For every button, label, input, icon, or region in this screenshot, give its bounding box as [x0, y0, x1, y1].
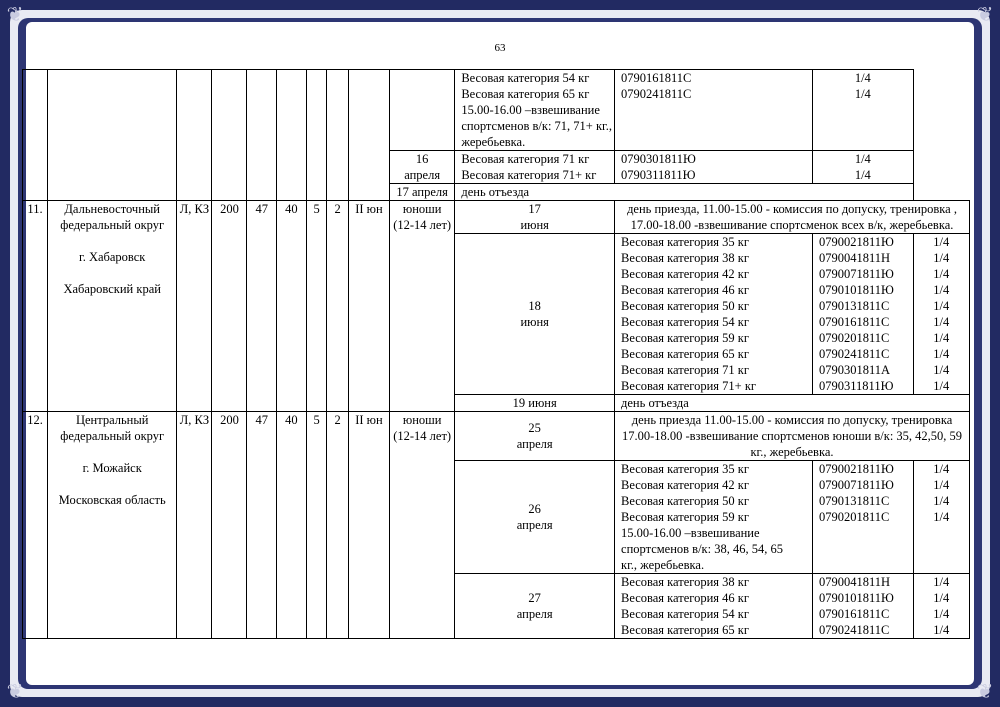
session-date-line: апреля — [516, 518, 553, 532]
city-name: г. Хабаровск — [78, 250, 146, 264]
age-group — [390, 201, 455, 412]
event-type-text: Л, КЗ — [179, 413, 210, 427]
region-name: Хабаровский край — [63, 282, 161, 296]
category-code: 0790311811Ю — [621, 168, 696, 182]
session-codes — [813, 234, 914, 395]
category-share: 1/4 — [933, 494, 950, 508]
empty-cell — [247, 70, 277, 201]
age-group-text: юноши (12-14 лет) — [393, 413, 452, 443]
location-cell — [48, 412, 177, 639]
weight-category: Весовая категория 46 кг — [621, 283, 749, 297]
count-c3: 40 — [277, 412, 307, 639]
category-code: 0790201811С — [819, 331, 890, 345]
count-c1: 200 — [212, 201, 247, 412]
spacer — [50, 233, 174, 249]
count-c4: 5 — [306, 201, 327, 412]
category-code: 0790041811Н — [819, 575, 891, 589]
category-code: 0790201811С — [819, 510, 890, 524]
region-name: Московская область — [58, 493, 166, 507]
weight-category: Весовая категория 65 кг — [461, 87, 590, 101]
arrival-date-line: июня — [520, 218, 549, 232]
arrival-text: день приезда, 11.00-15.00 - комиссия по допуску, тренировка , 17.00-18.00 -взвешивание спортсменок всех в/к, жеребьевка. — [615, 201, 970, 234]
count-c3: 40 — [277, 201, 307, 412]
category-share: 1/4 — [933, 251, 950, 265]
category-share: 1/4 — [933, 591, 950, 605]
weight-category: Весовая категория 50 кг — [621, 299, 749, 313]
session-codes — [615, 70, 813, 151]
row-number: 11. — [23, 201, 48, 412]
category-code: 0790131811С — [819, 299, 890, 313]
category-code: 0790161811С — [819, 607, 890, 621]
category-code: 0790241811С — [819, 347, 890, 361]
weight-category: жеребьевка. — [461, 135, 526, 149]
session-codes — [615, 151, 813, 184]
count-c4: 5 — [306, 412, 327, 639]
age-group — [390, 412, 455, 639]
category-code: 0790301811А — [819, 363, 891, 377]
corner-ornament-top-left-icon: ❦ — [6, 4, 24, 26]
spacer — [50, 476, 174, 492]
session-codes — [813, 574, 914, 639]
document-page — [26, 22, 974, 685]
session-date — [390, 151, 455, 184]
district-name: Центральный федеральный округ — [60, 413, 165, 443]
category-code: 0790071811Ю — [819, 267, 894, 281]
empty-cell — [327, 70, 348, 201]
weight-category: кг., жеребьевка. — [621, 558, 705, 572]
corner-ornament-bottom-left-icon: ❦ — [6, 681, 24, 703]
table-row — [23, 201, 970, 234]
category-code: 0790241811С — [621, 87, 692, 101]
age-group-text: юноши (12-14 лет) — [393, 202, 452, 232]
table-row — [23, 70, 970, 151]
empty-cell — [177, 70, 212, 201]
weight-category: Весовая категория 65 кг — [621, 623, 749, 637]
session-date — [455, 234, 615, 395]
category-share: 1/4 — [854, 168, 871, 182]
corner-ornament-top-right-icon: ❦ — [976, 4, 994, 26]
category-share: 1/4 — [933, 607, 950, 621]
arrival-date — [455, 412, 615, 461]
weight-category: 15.00-16.00 –взвешивание — [621, 526, 760, 540]
category-share: 1/4 — [933, 478, 950, 492]
session-shares — [913, 461, 969, 574]
category-share: 1/4 — [933, 575, 950, 589]
count-c5: 2 — [327, 201, 348, 412]
weight-category: Весовая категория 59 кг — [621, 331, 749, 345]
departure-date: 17 апреля — [390, 184, 455, 201]
session-descriptions — [455, 151, 615, 184]
session-date-line: апреля — [404, 168, 441, 182]
category-code: 0790101811Ю — [819, 283, 894, 297]
arrival-text: день приезда 11.00-15.00 - комиссия по допуску, тренировка 17.00-18.00 -взвешивание спортсменов юноши в/к: 35, 42,50, 59 кг., жеребьевка. — [615, 412, 970, 461]
weight-category: Весовая категория 65 кг — [621, 347, 749, 361]
weight-category: Весовая категория 38 кг — [621, 575, 749, 589]
event-type — [177, 201, 212, 412]
location-cell — [48, 201, 177, 412]
weight-category: Весовая категория 35 кг — [621, 462, 749, 476]
competition-schedule-table — [22, 69, 970, 639]
session-descriptions — [615, 461, 813, 574]
category-code: 0790241811С — [819, 623, 890, 637]
session-date-line: 26 — [528, 502, 541, 516]
table-row — [23, 412, 970, 461]
arrival-date-line: 17 — [528, 202, 541, 216]
count-c5: 2 — [327, 412, 348, 639]
weight-category: Весовая категория 46 кг — [621, 591, 749, 605]
event-type-text: Л, КЗ — [179, 202, 210, 216]
session-date-line: 18 — [528, 299, 541, 313]
count-c2: 47 — [247, 412, 277, 639]
weight-category: Весовая категория 71+ кг — [621, 379, 757, 393]
category-code: 0790301811Ю — [621, 152, 696, 166]
weight-category: Весовая категория 71+ кг — [461, 168, 597, 182]
category-share: 1/4 — [854, 71, 871, 85]
departure-date: 19 июня — [455, 395, 615, 412]
departure-text: день отъезда — [615, 395, 970, 412]
arrival-date-line: 25 — [528, 421, 541, 435]
category-share: 1/4 — [854, 152, 871, 166]
weight-category: Весовая категория 54 кг — [461, 71, 590, 85]
row-number: 12. — [23, 412, 48, 639]
category-code: 0790131811С — [819, 494, 890, 508]
empty-cell — [212, 70, 247, 201]
category-code: 0790311811Ю — [819, 379, 894, 393]
weight-category: Весовая категория 54 кг — [621, 607, 749, 621]
page-number: 63 — [494, 42, 506, 54]
arrival-date-line: апреля — [516, 437, 553, 451]
weight-category: Весовая категория 59 кг — [621, 510, 749, 524]
session-date — [455, 461, 615, 574]
weight-category: Весовая категория 54 кг — [621, 315, 749, 329]
empty-cell — [277, 70, 307, 201]
category-share: 1/4 — [933, 331, 950, 345]
category-code: 0790041811Н — [819, 251, 891, 265]
departure-text: день отъезда — [455, 184, 913, 201]
category-share: 1/4 — [933, 363, 950, 377]
weight-category: Весовая категория 71 кг — [461, 152, 590, 166]
category-share: 1/4 — [933, 299, 950, 313]
rank: II юн — [348, 201, 389, 412]
empty-cell — [306, 70, 327, 201]
session-descriptions — [615, 574, 813, 639]
category-share: 1/4 — [933, 379, 950, 393]
category-share: 1/4 — [933, 315, 950, 329]
count-c1: 200 — [212, 412, 247, 639]
weight-category: Весовая категория 35 кг — [621, 235, 749, 249]
session-descriptions — [615, 234, 813, 395]
session-date-line: 16 — [415, 152, 429, 166]
category-share: 1/4 — [933, 235, 950, 249]
rank: II юн — [348, 412, 389, 639]
category-share: 1/4 — [933, 462, 950, 476]
empty-cell — [23, 70, 48, 201]
weight-category: спортсменов в/к: 38, 46, 54, 65 — [621, 542, 783, 556]
category-share: 1/4 — [933, 623, 950, 637]
category-code: 0790161811С — [621, 71, 692, 85]
session-shares — [813, 151, 914, 184]
event-type — [177, 412, 212, 639]
session-shares — [913, 574, 969, 639]
category-share: 1/4 — [854, 87, 871, 101]
weight-category: спортсменов в/к: 71, 71+ кг., — [461, 119, 613, 133]
weight-category: Весовая категория 71 кг — [621, 363, 749, 377]
session-date-line: 27 — [528, 591, 541, 605]
category-share: 1/4 — [933, 283, 950, 297]
category-code: 0790071811Ю — [819, 478, 894, 492]
session-date — [390, 70, 455, 151]
weight-category: Весовая категория 50 кг — [621, 494, 749, 508]
session-date — [455, 574, 615, 639]
empty-cell — [48, 70, 177, 201]
session-shares — [913, 234, 969, 395]
weight-category: 15.00-16.00 –взвешивание — [461, 103, 600, 117]
empty-cell — [348, 70, 389, 201]
category-share: 1/4 — [933, 347, 950, 361]
spacer — [50, 265, 174, 281]
weight-category: Весовая категория 42 кг — [621, 267, 749, 281]
spacer — [50, 444, 174, 460]
category-code: 0790101811Ю — [819, 591, 894, 605]
weight-category: Весовая категория 38 кг — [621, 251, 749, 265]
district-name: Дальневосточный федеральный округ — [60, 202, 165, 232]
session-shares — [813, 70, 914, 151]
session-descriptions — [455, 70, 615, 151]
category-code: 0790021811Ю — [819, 462, 894, 476]
session-date-line: апреля — [516, 607, 553, 621]
arrival-date — [455, 201, 615, 234]
weight-category: Весовая категория 42 кг — [621, 478, 749, 492]
category-code: 0790161811С — [819, 315, 890, 329]
category-share: 1/4 — [933, 267, 950, 281]
count-c2: 47 — [247, 201, 277, 412]
session-codes — [813, 461, 914, 574]
city-name: г. Можайск — [82, 461, 142, 475]
category-code: 0790021811Ю — [819, 235, 894, 249]
session-date-line: июня — [520, 315, 549, 329]
category-share: 1/4 — [933, 510, 950, 524]
corner-ornament-bottom-right-icon: ❦ — [976, 681, 994, 703]
